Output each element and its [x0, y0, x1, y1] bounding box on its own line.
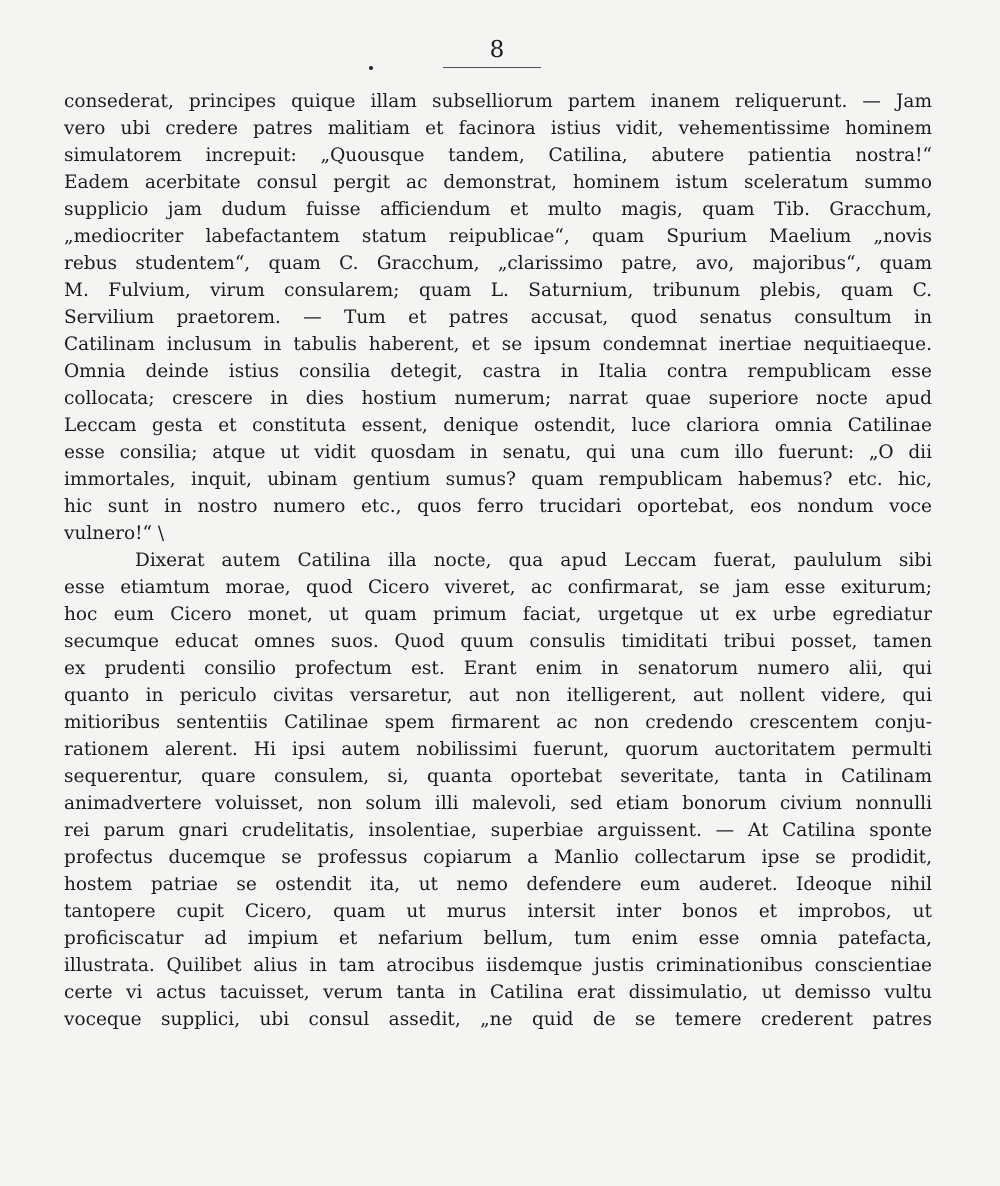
text-line: esse consilia; atque ut vidit quosdam in senatu, qui una cum illo fuerunt: „O dii: [64, 442, 932, 463]
text-line: Eadem acerbitate consul pergit ac demonstrat, hominem istum sceleratum summo: [64, 172, 932, 193]
print-speck: [369, 66, 373, 70]
text-line: sequerentur, quare consulem, si, quanta oportebat severitate, tanta in Catilinam: [64, 766, 932, 787]
text-line: collocata; crescere in dies hostium numerum; narrat quae superiore nocte apud: [64, 388, 932, 409]
text-line: Leccam gesta et constituta essent, denique ostendit, luce clariora omnia Catilinae: [64, 415, 932, 436]
text-line: hoc eum Cicero monet, ut quam primum faciat, urgetque ut ex urbe egrediatur: [64, 604, 932, 625]
text-line: immortales, inquit, ubinam gentium sumus? quam rempublicam habemus? etc. hic,: [64, 469, 932, 490]
text-line: hostem patriae se ostendit ita, ut nemo defendere eum auderet. Ideoque nihil: [64, 874, 932, 895]
text-line: animadvertere voluisset, non solum illi malevoli, sed etiam bonorum civium nonnulli: [64, 793, 932, 814]
text-line: supplicio jam dudum fuisse afficiendum et multo magis, quam Tib. Gracchum,: [64, 199, 932, 220]
body-text: [64, 88, 932, 1033]
text-line: vero ubi credere patres malitiam et facinora istius vidit, vehementissime hominem: [64, 118, 932, 139]
text-line: Dixerat autem Catilina illa nocte, qua apud Leccam fuerat, paululum sibi: [135, 550, 932, 571]
text-line: tantopere cupit Cicero, quam ut murus intersit inter bonos et improbos, ut: [64, 901, 932, 922]
text-line: profectus ducemque se professus copiarum a Manlio collectarum ipse se prodidit,: [64, 847, 932, 868]
text-line: mitioribus sententiis Catilinae spem firmarent ac non credendo crescentem conju-: [64, 712, 932, 733]
text-line: secumque educat omnes suos. Quod quum consulis timiditati tribui posset, tamen: [64, 631, 932, 652]
text-line: Catilinam inclusum in tabulis haberent, et se ipsum condemnat inertiae nequitiaeque.: [64, 334, 932, 355]
page-number: 8: [489, 37, 505, 63]
text-line: quanto in periculo civitas versaretur, aut non itelligerent, aut nollent videre, qui: [64, 685, 932, 706]
text-line: proficiscatur ad impium et nefarium bellum, tum enim esse omnia patefacta,: [64, 928, 932, 949]
text-line: consederat, principes quique illam subselliorum partem inanem reliquerunt. — Jam: [64, 91, 932, 112]
text-line: ex prudenti consilio profectum est. Erant enim in senatorum numero alii, qui: [64, 658, 932, 679]
text-line: Servilium praetorem. — Tum et patres accusat, quod senatus consultum in: [64, 307, 932, 328]
text-line: vulnero!“ \: [64, 523, 165, 544]
text-line: esse etiamtum morae, quod Cicero viveret, ac confirmarat, se jam esse exiturum;: [64, 577, 932, 598]
text-line: hic sunt in nostro numero etc., quos ferro trucidari oportebat, eos nondum voce: [64, 496, 932, 517]
text-line: voceque supplici, ubi consul assedit, „ne quid de se temere crederent patres: [64, 1009, 932, 1030]
text-line: simulatorem increpuit: „Quousque tandem, Catilina, abutere patientia nostra!“: [64, 145, 932, 166]
text-line: „mediocriter labefactantem statum reipublicae“, quam Spurium Maelium „novis: [64, 226, 932, 247]
text-line: certe vi actus tacuisset, verum tanta in Catilina erat dissimulatio, ut demisso vultu: [64, 982, 932, 1003]
header-rule: [443, 67, 541, 68]
text-line: rationem alerent. Hi ipsi autem nobilissimi fuerunt, quorum auctoritatem permulti: [64, 739, 932, 760]
text-line: M. Fulvium, virum consularem; quam L. Saturnium, tribunum plebis, quam C.: [64, 280, 932, 301]
text-line: Omnia deinde istius consilia detegit, castra in Italia contra rempublicam esse: [64, 361, 932, 382]
text-line: rebus studentem“, quam C. Gracchum, „clarissimo patre, avo, majoribus“, quam: [64, 253, 932, 274]
text-line: rei parum gnari crudelitatis, insolentiae, superbiae arguissent. — At Catilina sponte: [64, 820, 932, 841]
text-line: illustrata. Quilibet alius in tam atrocibus iisdemque justis criminationibus conscientiae: [64, 955, 932, 976]
